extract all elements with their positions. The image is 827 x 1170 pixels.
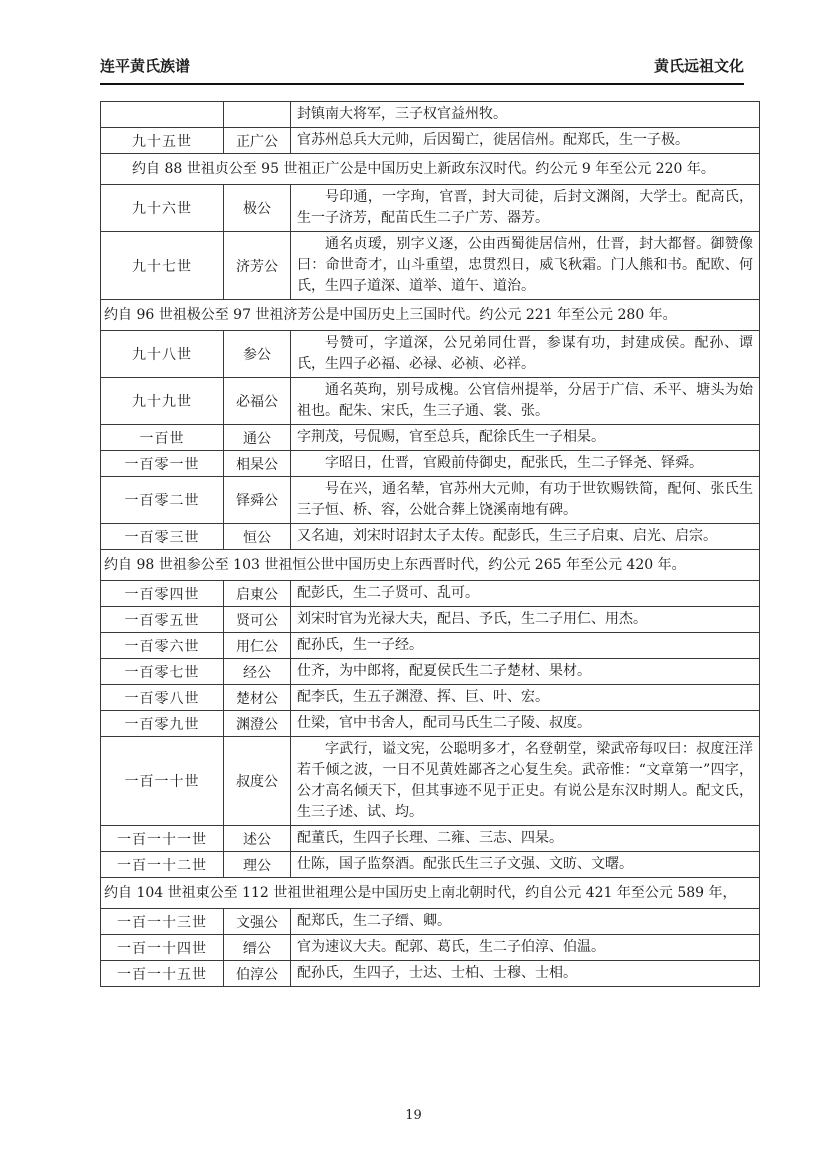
table-row	[101, 477, 760, 524]
description-cell: 配孙氏，生四子，士达、士柏、士穆、士相。	[291, 961, 760, 987]
ancestor-name-cell: 楚材公	[224, 685, 291, 711]
generation-cell: 一百一十世	[101, 737, 224, 826]
ancestor-name-cell: 济芳公	[224, 232, 291, 300]
ancestor-name-cell: 经公	[224, 659, 291, 685]
table-row	[101, 128, 760, 154]
era-note-text: 约自 96 世祖极公至 97 世祖济芳公是中国历史上三国时代。约公元 221 年至公元 280 年。	[101, 300, 760, 331]
ancestor-name-cell: 渊澄公	[224, 711, 291, 737]
generation-cell: 一百零三世	[101, 524, 224, 550]
description-cell: 刘宋时官为光禄大夫，配吕、予氏，生二子用仁、用杰。	[291, 607, 760, 633]
era-note-row	[101, 550, 760, 581]
page-content	[100, 55, 753, 987]
table-row	[101, 378, 760, 425]
generation-cell: 一百零六世	[101, 633, 224, 659]
era-note-row	[101, 878, 760, 909]
table-row	[101, 581, 760, 607]
era-note-row	[101, 300, 760, 331]
generation-cell: 九十五世	[101, 128, 224, 154]
ancestor-name-cell: 文强公	[224, 909, 291, 935]
ancestor-name-cell: 恒公	[224, 524, 291, 550]
generation-cell: 一百零四世	[101, 581, 224, 607]
ancestor-name-cell: 述公	[224, 826, 291, 852]
generation-cell: 一百零八世	[101, 685, 224, 711]
description-cell: 号印通，一字珣，官晋，封大司徒，后封文渊阁，大学士。配高氏，生一子济芳，配苗氏生二子广芳、器芳。	[291, 185, 760, 232]
table-row	[101, 852, 760, 878]
generation-cell: 一百一十四世	[101, 935, 224, 961]
ancestor-name-cell: 叔度公	[224, 737, 291, 826]
description-cell: 官为速议大夫。配郭、葛氏，生二子伯淳、伯温。	[291, 935, 760, 961]
generation-cell: 一百世	[101, 425, 224, 451]
ancestor-name-cell: 启東公	[224, 581, 291, 607]
table-row	[101, 607, 760, 633]
page-number: 19	[405, 1108, 422, 1123]
header-title-right: 黄氏远祖文化	[653, 57, 744, 75]
table-row	[101, 659, 760, 685]
description-cell: 又名迪，刘宋时诏封太子太传。配彭氏，生三子启東、启光、启宗。	[291, 524, 760, 550]
generation-cell: 一百零九世	[101, 711, 224, 737]
description-cell: 仕梁，官中书舍人，配司马氏生二子陵、叔度。	[291, 711, 760, 737]
ancestor-name-cell: 用仁公	[224, 633, 291, 659]
era-note-text: 约自 88 世祖贞公至 95 世祖正广公是中国历史上新政东汉时代。约公元 9 年至公元 220 年。	[101, 154, 760, 185]
ancestor-name-cell: 参公	[224, 331, 291, 378]
ancestor-name-cell: 极公	[224, 185, 291, 232]
table-row	[101, 185, 760, 232]
genealogy-table-body	[101, 102, 760, 987]
generation-cell: 一百一十二世	[101, 852, 224, 878]
table-row	[101, 737, 760, 826]
description-cell: 官苏州总兵大元帅，后因蜀亡，徙居信州。配郑氏，生一子极。	[291, 128, 760, 154]
generation-cell: 九十九世	[101, 378, 224, 425]
ancestor-name-cell: 缙公	[224, 935, 291, 961]
description-cell: 通名贞瑷，别字义逐，公由西蜀徙居信州，仕晋，封大都督。御赞像曰：命世奇才，山斗重望，忠贯烈日，威飞秋霜。门人熊和书。配欧、何氏，生四子道深、道举、道午、道治。	[291, 232, 760, 300]
genealogy-table	[100, 101, 760, 987]
era-note-row	[101, 154, 760, 185]
table-row	[101, 711, 760, 737]
generation-cell: 一百零二世	[101, 477, 224, 524]
ancestor-name-cell: 通公	[224, 425, 291, 451]
ancestor-name-cell: 理公	[224, 852, 291, 878]
ancestor-name-cell: 铎舜公	[224, 477, 291, 524]
generation-cell: 一百一十三世	[101, 909, 224, 935]
table-row	[101, 102, 760, 128]
generation-cell: 一百一十一世	[101, 826, 224, 852]
era-note-text: 约自 104 世祖東公至 112 世祖世祖理公是中国历史上南北朝时代，约自公元 421 年至公元 589 年，	[101, 878, 760, 909]
header-title-left: 连平黄氏族谱	[100, 57, 191, 75]
table-row	[101, 451, 760, 477]
table-row	[101, 826, 760, 852]
ancestor-name-cell: 贤可公	[224, 607, 291, 633]
ancestor-name-cell: 伯淳公	[224, 961, 291, 987]
table-row	[101, 961, 760, 987]
ancestor-name-cell: 必福公	[224, 378, 291, 425]
description-cell: 通名英玽，别号成槐。公官信州提举，分居于广信、禾平、塘头为始祖也。配朱、宋氏，生三子通、裳、张。	[291, 378, 760, 425]
table-row	[101, 331, 760, 378]
generation-cell	[101, 102, 224, 128]
page-header	[100, 55, 744, 85]
generation-cell: 一百零七世	[101, 659, 224, 685]
description-cell: 字荆茂，号侃赐，官至总兵，配徐氏生一子相杲。	[291, 425, 760, 451]
description-cell: 配彭氏，生二子贤可、乱可。	[291, 581, 760, 607]
description-cell: 配孙氏，生一子经。	[291, 633, 760, 659]
description-cell: 配郑氏，生二子缙、卿。	[291, 909, 760, 935]
ancestor-name-cell	[224, 102, 291, 128]
table-row	[101, 909, 760, 935]
era-note-text: 约自 98 世祖参公至 103 世祖恒公世中国历史上东西晋时代，约公元 265 年至公元 420 年。	[101, 550, 760, 581]
description-cell: 字昭日，仕晋，官殿前侍御史，配张氏，生二子铎尧、铎舜。	[291, 451, 760, 477]
table-row	[101, 425, 760, 451]
table-row	[101, 935, 760, 961]
generation-cell: 一百一十五世	[101, 961, 224, 987]
generation-cell: 一百零五世	[101, 607, 224, 633]
ancestor-name-cell: 相杲公	[224, 451, 291, 477]
description-cell: 号在兴，通名辇，官苏州大元帅，有功于世钦赐铁简，配何、张氏生三子恒、桥、容，公妣合葬上饶溪南地有碑。	[291, 477, 760, 524]
table-row	[101, 685, 760, 711]
generation-cell: 九十七世	[101, 232, 224, 300]
generation-cell: 九十八世	[101, 331, 224, 378]
description-cell: 仕齐，为中郎将，配夏侯氏生二子楚材、果材。	[291, 659, 760, 685]
description-cell: 号赞可，字道深，公兄弟同仕晋，参谋有功，封建成侯。配孙、谭氏，生四子必福、必禄、必祯、必祥。	[291, 331, 760, 378]
table-row	[101, 524, 760, 550]
description-cell: 字武行，谥文宪，公聪明多才，名登朝堂，梁武帝每叹曰：叔度汪洋若千倾之波，一日不见黄姓鄙吝之心复生矣。武帝惟：“文章第一”四字，公才高名倾天下，但其事迹不见于正史。有说公是东汉时期人。配文氏，生三子述、试、均。	[291, 737, 760, 826]
ancestor-name-cell: 正广公	[224, 128, 291, 154]
generation-cell: 一百零一世	[101, 451, 224, 477]
description-cell: 仕陈，国子监祭酒。配张氏生三子文强、文昉、文曙。	[291, 852, 760, 878]
table-row	[101, 232, 760, 300]
table-row	[101, 633, 760, 659]
description-cell: 配李氏，生五子渊澄、挥、巨、叶、宏。	[291, 685, 760, 711]
generation-cell: 九十六世	[101, 185, 224, 232]
description-cell: 配董氏，生四子长理、二雍、三志、四杲。	[291, 826, 760, 852]
description-cell: 封镇南大将军，三子权官益州牧。	[291, 102, 760, 128]
